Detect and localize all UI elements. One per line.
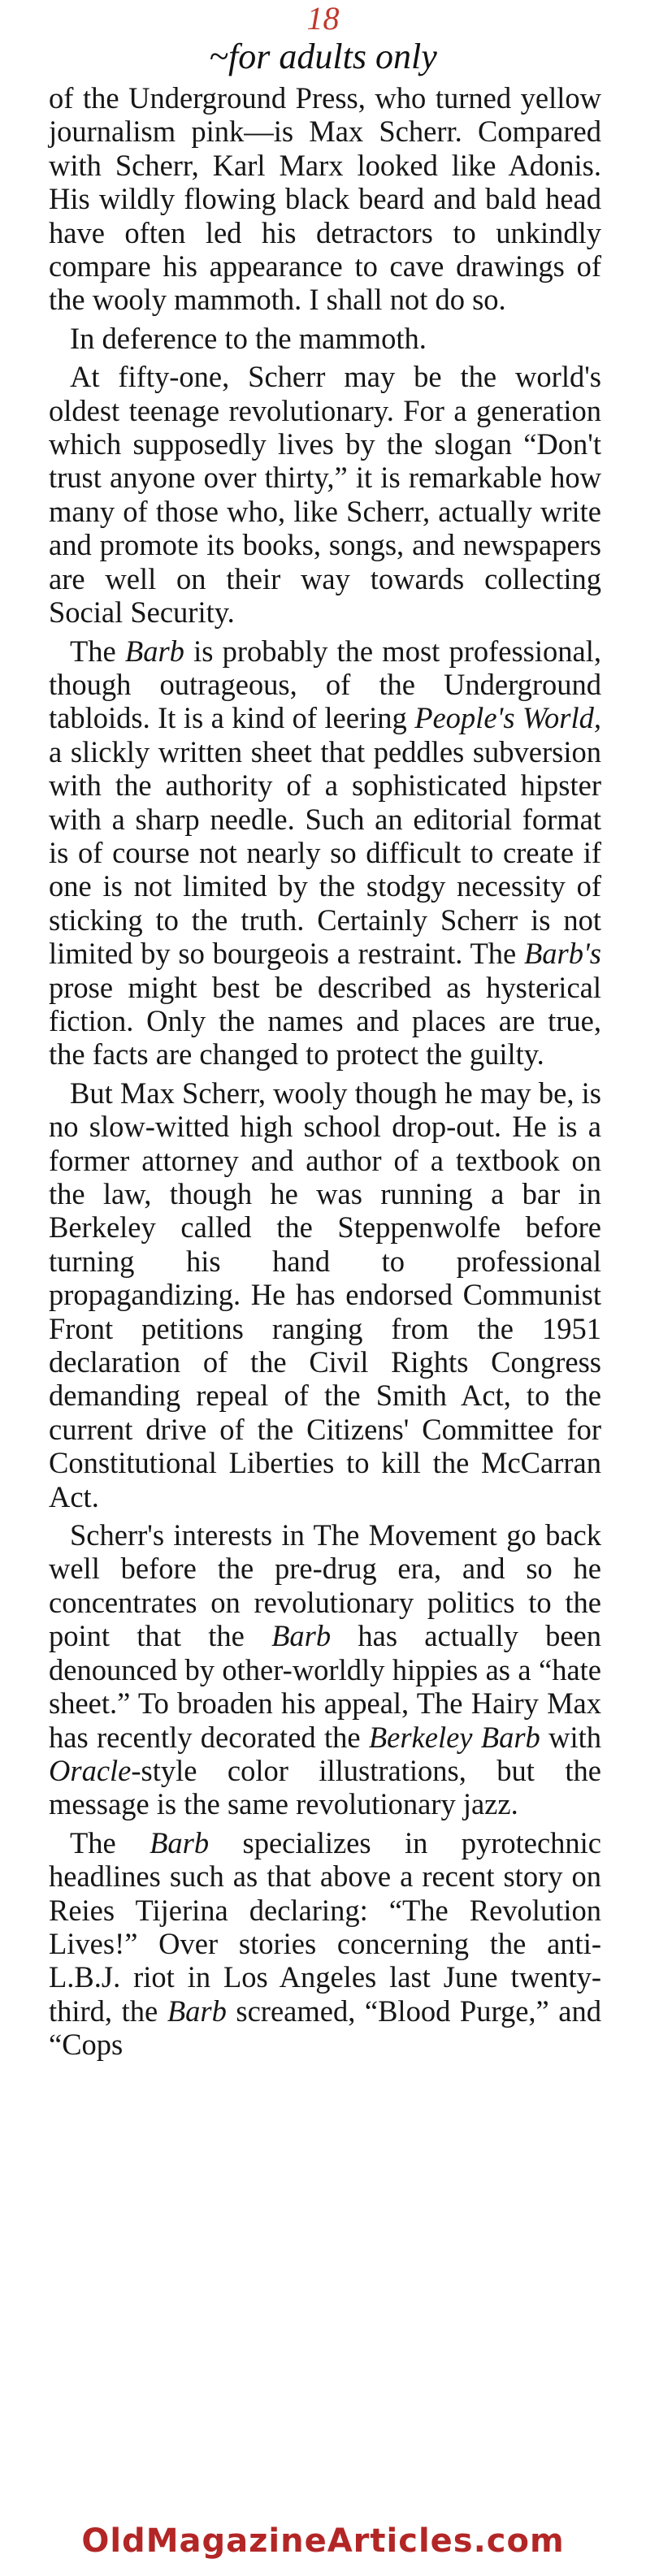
article-paragraph bbox=[49, 1518, 601, 1821]
article-paragraph bbox=[49, 1826, 601, 2062]
article-paragraph bbox=[49, 81, 601, 317]
paragraph-text: has actually been denounced by other-worldly hippies as a “hate sheet.” To broaden his appeal, The Hairy Max has recently decorated the bbox=[49, 1619, 601, 1754]
paragraph-text: The bbox=[70, 1825, 150, 1859]
italic-title-text: People's World, bbox=[414, 701, 601, 735]
paragraph-text: -style color illustrations, but the message is the same revolutionary jazz. bbox=[49, 1753, 601, 1821]
paragraph-text: is probably the most professional, though outrageous, of the Underground tabloids. It is a kind of leering bbox=[49, 634, 601, 735]
site-footer[interactable]: OldMagazineArticles.com bbox=[81, 2522, 565, 2560]
article-paragraph bbox=[49, 322, 601, 355]
paragraph-text: At fifty-one, Scherr may be the world's oldest teenage revolutionary. For a generation which supposedly lives by the slogan “Don't trust anyone over thirty,” it is remarkable how many of those who, like Scherr, actually write and promote its books, songs, and newspapers are well on their way towards collecting Social Security. bbox=[49, 360, 601, 630]
page-number: 18 bbox=[306, 0, 340, 37]
article-paragraph bbox=[49, 634, 601, 1072]
paragraph-text: of the Underground Press, who turned yellow journalism pink—is Max Scherr. Compared with Scherr, Karl Marx looked like Adonis. His wildly flowing black beard and bald head have often led his detractors to unkindly compare his appearance to cave drawings of the wooly mammoth. I shall not do so. bbox=[49, 81, 601, 317]
paragraph-text: prose might best be described as hysterical fiction. Only the names and places are true, the facts are changed to protect the guilty. bbox=[49, 970, 601, 1072]
article-paragraph bbox=[49, 1076, 601, 1513]
italic-title-text: Barb bbox=[167, 1994, 227, 2028]
paragraph-text: specializes in pyrotechnic headlines such as that above a recent story on Reies Tijerina declaring: “The Revolution Lives!” Over stories concerning the anti-L.B.J. riot in Los Angeles last June twenty-third, the bbox=[49, 1825, 602, 2028]
paragraph-text: The bbox=[70, 634, 125, 668]
italic-title-text: Oracle bbox=[49, 1753, 132, 1787]
italic-title-text: Barb bbox=[150, 1825, 210, 1859]
italic-title-text: Berkeley Barb bbox=[368, 1720, 540, 1754]
italic-title-text: Barb bbox=[124, 634, 184, 668]
paragraph-text: But Max Scherr, wooly though he may be, is no slow-witted high school drop-out. He is a former attorney and author of a textbook on the law, though he was running a bar in Berkeley called the Steppenwolfe before turning his hand to professional propagandizing. He has endorsed Communist Front petitions ranging from the 1951 declaration of the Civil Rights Congress demanding repeal of the Smith Act, to the current drive of the Citizens' Committee for Constitutional Liberties to kill the McCarran Act. bbox=[49, 1076, 601, 1513]
article-paragraph bbox=[49, 360, 601, 629]
italic-title-text: Barb's bbox=[523, 937, 601, 971]
paragraph-text: screamed, “Blood Purge,” and “Cops bbox=[49, 1994, 601, 2062]
paragraph-text: In deference to the mammoth. bbox=[70, 321, 427, 355]
running-head: ~for adults only bbox=[209, 37, 437, 76]
italic-title-text: Barb bbox=[271, 1619, 332, 1653]
paragraph-text: a slickly written sheet that peddles subversion with the authority of a sophisticated hipster with a sharp needle. Such an editorial format is of course not nearly so difficult to create if one is not limited by the stodgy necessity of sticking to the truth. Certainly Scherr is not limited by so bourgeois a restraint. The bbox=[49, 734, 601, 971]
article-body bbox=[49, 81, 601, 2062]
paragraph-text: Scherr's interests in The Movement go back well before the pre-drug era, and so he concentrates on revolutionary politics to the point that the bbox=[49, 1518, 601, 1653]
paragraph-text: with bbox=[540, 1720, 601, 1754]
